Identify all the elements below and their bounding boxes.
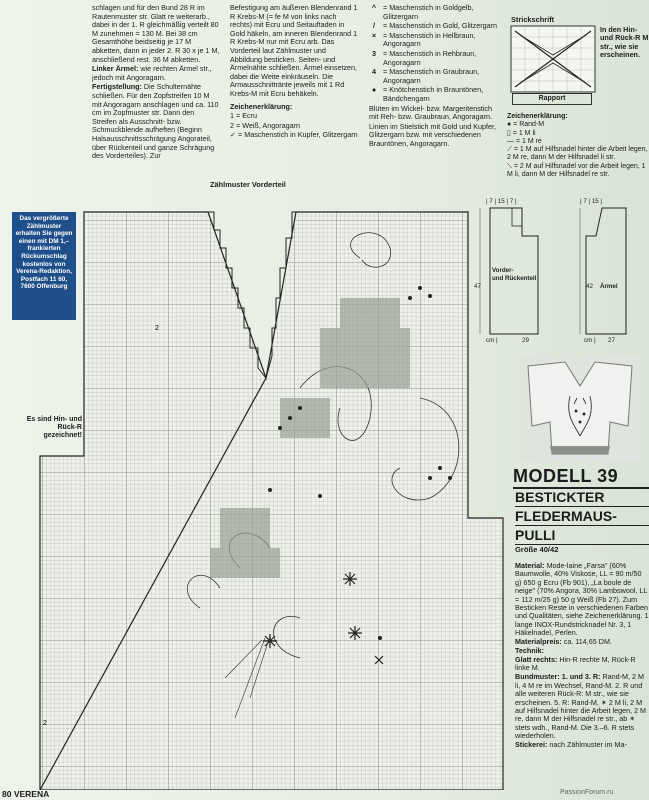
subtitle-line: BESTICKTER [515, 490, 649, 507]
strickschrift-title: Strickschrift [511, 15, 555, 24]
text-heading: Technik: [515, 646, 545, 656]
text-block: Materialpreis: ca. 114,65 DM. [515, 637, 612, 647]
legend-entry: × = Maschenstich in Hellbraun, Angoragarn [371, 30, 476, 49]
legend-title: Zeichenerklärung: [507, 113, 568, 120]
note-hin-rueck: Es sind Hin- und Rück-R gezeichnet! [26, 416, 82, 440]
side-note: In den Hin- und Rück-R M str., wie sie erscheinen. [600, 25, 649, 60]
subtitle-line: FLEDERMAUS- [515, 509, 649, 526]
svg-text:42: 42 [586, 283, 593, 290]
strickschrift-diagram [510, 25, 596, 93]
chart-title: Zählmuster Vorderteil [210, 180, 286, 189]
model-subtitle [515, 490, 649, 547]
legend-entry: ✓ = Maschenstich in Kupfer, Glitzergarn [230, 130, 358, 140]
model-title: MODELL 39 [513, 466, 649, 489]
schematic-diagrams [462, 196, 649, 348]
material-section [515, 562, 649, 750]
watermark: PassionForum.ru [560, 789, 614, 796]
legend-entry: ⟍ = 2 M auf Hilfsnadel vor die Arbeit legen, 1 M li, dann M der Hilfsnadel re str. [507, 162, 646, 179]
text-block: Glatt rechts: Hin-R rechte M, Rück-R linke M. [515, 654, 636, 673]
svg-text:| 7 | 15 |: | 7 | 15 | [580, 198, 603, 205]
svg-text:cm |: cm | [486, 337, 498, 344]
zeichenerklaerung-2 [507, 113, 649, 179]
text-block: Linien im Stielstich mit Gold und Kupfer, Glitzergarn bzw. mit verschiedenen Brauntönen, Angoragarn. [369, 121, 497, 148]
text-block: Bundmuster: 1. und 3. R: Rand-M, 2 M li, 4 M re im Wechsel, Rand-M. 2. R und alle weiteren Rück-R: M str., wie sie erscheinen. 5. R: Rand-M, ✶ 2 M li, 2 M auf Hilfsnadel hinter die Arbeit legen, 2 M re, dann M der Hilfsnadel re str., ab ✶ stets wdh., Rand-M. Die 3.–6. R stets wiederholen. [515, 672, 647, 741]
legend-entry: ⟋ = 1 M auf Hilfsnadel hinter die Arbeit legen, 2 M re, dann M der Hilfsnadel li str. [507, 146, 648, 162]
text-block: Befestigung am äußeren Blendenrand 1 R Krebs-M (= fe M von links nach rechts) mit Ecru und Seitauftaden in Gold häkeln, am inneren Blendenrand 1 R Krebs-M nur mit Ecru arb. Das Vorderteil laut Zählmuster und Abbildung besticken. Seiten- und Ärmelnähte schließen. Ärmel einsetzen, dabei die Weite einkräuseln. Die Armausschnittränte jeweils mit 1 Rd Krebs-M mit Ecru behäkeln. [230, 3, 358, 98]
chart-mark-2: 2 [155, 325, 159, 332]
page-footer: 80 VERENA [2, 789, 50, 799]
legend-entry: ▯ = 1 M li [507, 129, 536, 137]
subtitle-line: PULLI [515, 528, 649, 545]
legend-entry: ● = Knötchenstich in Brauntönen, Bändchengarn [371, 85, 484, 103]
svg-text:cm |: cm | [584, 337, 596, 344]
svg-text:47: 47 [474, 283, 481, 290]
chart-mark-2b: 2 [43, 720, 47, 727]
instructions-column-3 [369, 4, 499, 150]
instructions-column-2 [230, 4, 358, 141]
legend-entry: 4 = Maschenstich in Graubraun, Angoragarn [372, 67, 480, 85]
instructions-column-1 [92, 4, 220, 162]
size-label: Größe 40/42 [515, 545, 559, 554]
text-block: Fertigstellung: Die Schulternähte schließen. Für den Zopfstreifen 10 M mit Angoragarn anschlagen und ca. 110 cm im Zopfmuster str. Dann den Streifen als Ausschnitt- bzw. Schmuckblende aufheften (Beginn Halsausschnittsschrägung Angorateil, über Rückenteil und ganze Schrägung des Vorderteiles). Zur [92, 82, 219, 161]
text-block: Material: Mode-laine „Farsa" (60% Baumwolle, 40% Viskose, LL = 90 m/50 g) 650 g Ecru (Fb 901), „La boule de neige" (70% Angora, 30% Lambswool, LL = 112 m/25 g) 50 g Weiß (Fb 27). Zum Besticken Reste in verschiedenen Farben und Qualitäten, siehe Zeichenerklärung. 1 lange INOX-Rundstricknadel Nr. 3, 1 Häkelnadel, Perlen. [515, 561, 649, 638]
legend-entry: ^ = Maschenstich in Goldgelb, Glitzergarn [371, 3, 474, 21]
legend-entry: 2 = Weiß, Angoragarn [230, 120, 300, 130]
rapport-label: Rapport [512, 93, 592, 105]
text-block: Stickerei: nach Zählmuster im Ma- [515, 740, 627, 750]
sweater-photo [520, 356, 640, 461]
legend-entry: 3 = Maschenstich in Rehbraun, Angoragarn [372, 48, 477, 67]
legend-entry: / = Maschenstich in Gold, Glitzergarn [373, 21, 498, 31]
text-block: schlagen und für den Bund 28 R im Rautenmuster str. Glatt re weiterarb., dabei in der 1. R gleichmäßig verteilt 80 M zunehmen = 130 M. Bei 38 cm Gesamthöhe beidseitig je 17 M abketten, dann in jeder 2. R 30 x je 1 M, anschließend rest. 36 M abketten. [92, 3, 220, 64]
text-block: Linker Ärmel: wie rechten Ärmel str., jedoch mit Angoragarn. [92, 64, 212, 82]
info-box-blue: Das vergrößerte Zählmuster erhalten Sie gegen einen mit DM 1,– frankierten Rückumschlag kostenlos von Verena-Redaktion, Postfach 11 60, 7600 Offenburg [12, 212, 76, 320]
legend-entry: 1 = Ecru [230, 111, 257, 121]
svg-text:Ärmel: Ärmel [600, 283, 618, 290]
legend-title: Zeichenerklärung: [230, 101, 293, 111]
zaehlmuster-chart [0, 178, 510, 790]
legend-entry: — = 1 M re [507, 137, 542, 145]
svg-text:und Rückenteil: und Rückenteil [492, 275, 537, 282]
svg-text:27: 27 [608, 337, 615, 344]
legend-entry: ● = Rand-M [507, 121, 545, 129]
svg-text:29: 29 [522, 337, 529, 344]
text-block: Blüten im Wickel- bzw. Margeritenstich mit Reh- bzw. Graubraun, Angoragarn. [369, 103, 493, 122]
svg-text:Vorder-: Vorder- [492, 267, 514, 274]
svg-text:| 7 | 15 | 7 |: | 7 | 15 | 7 | [486, 198, 517, 205]
